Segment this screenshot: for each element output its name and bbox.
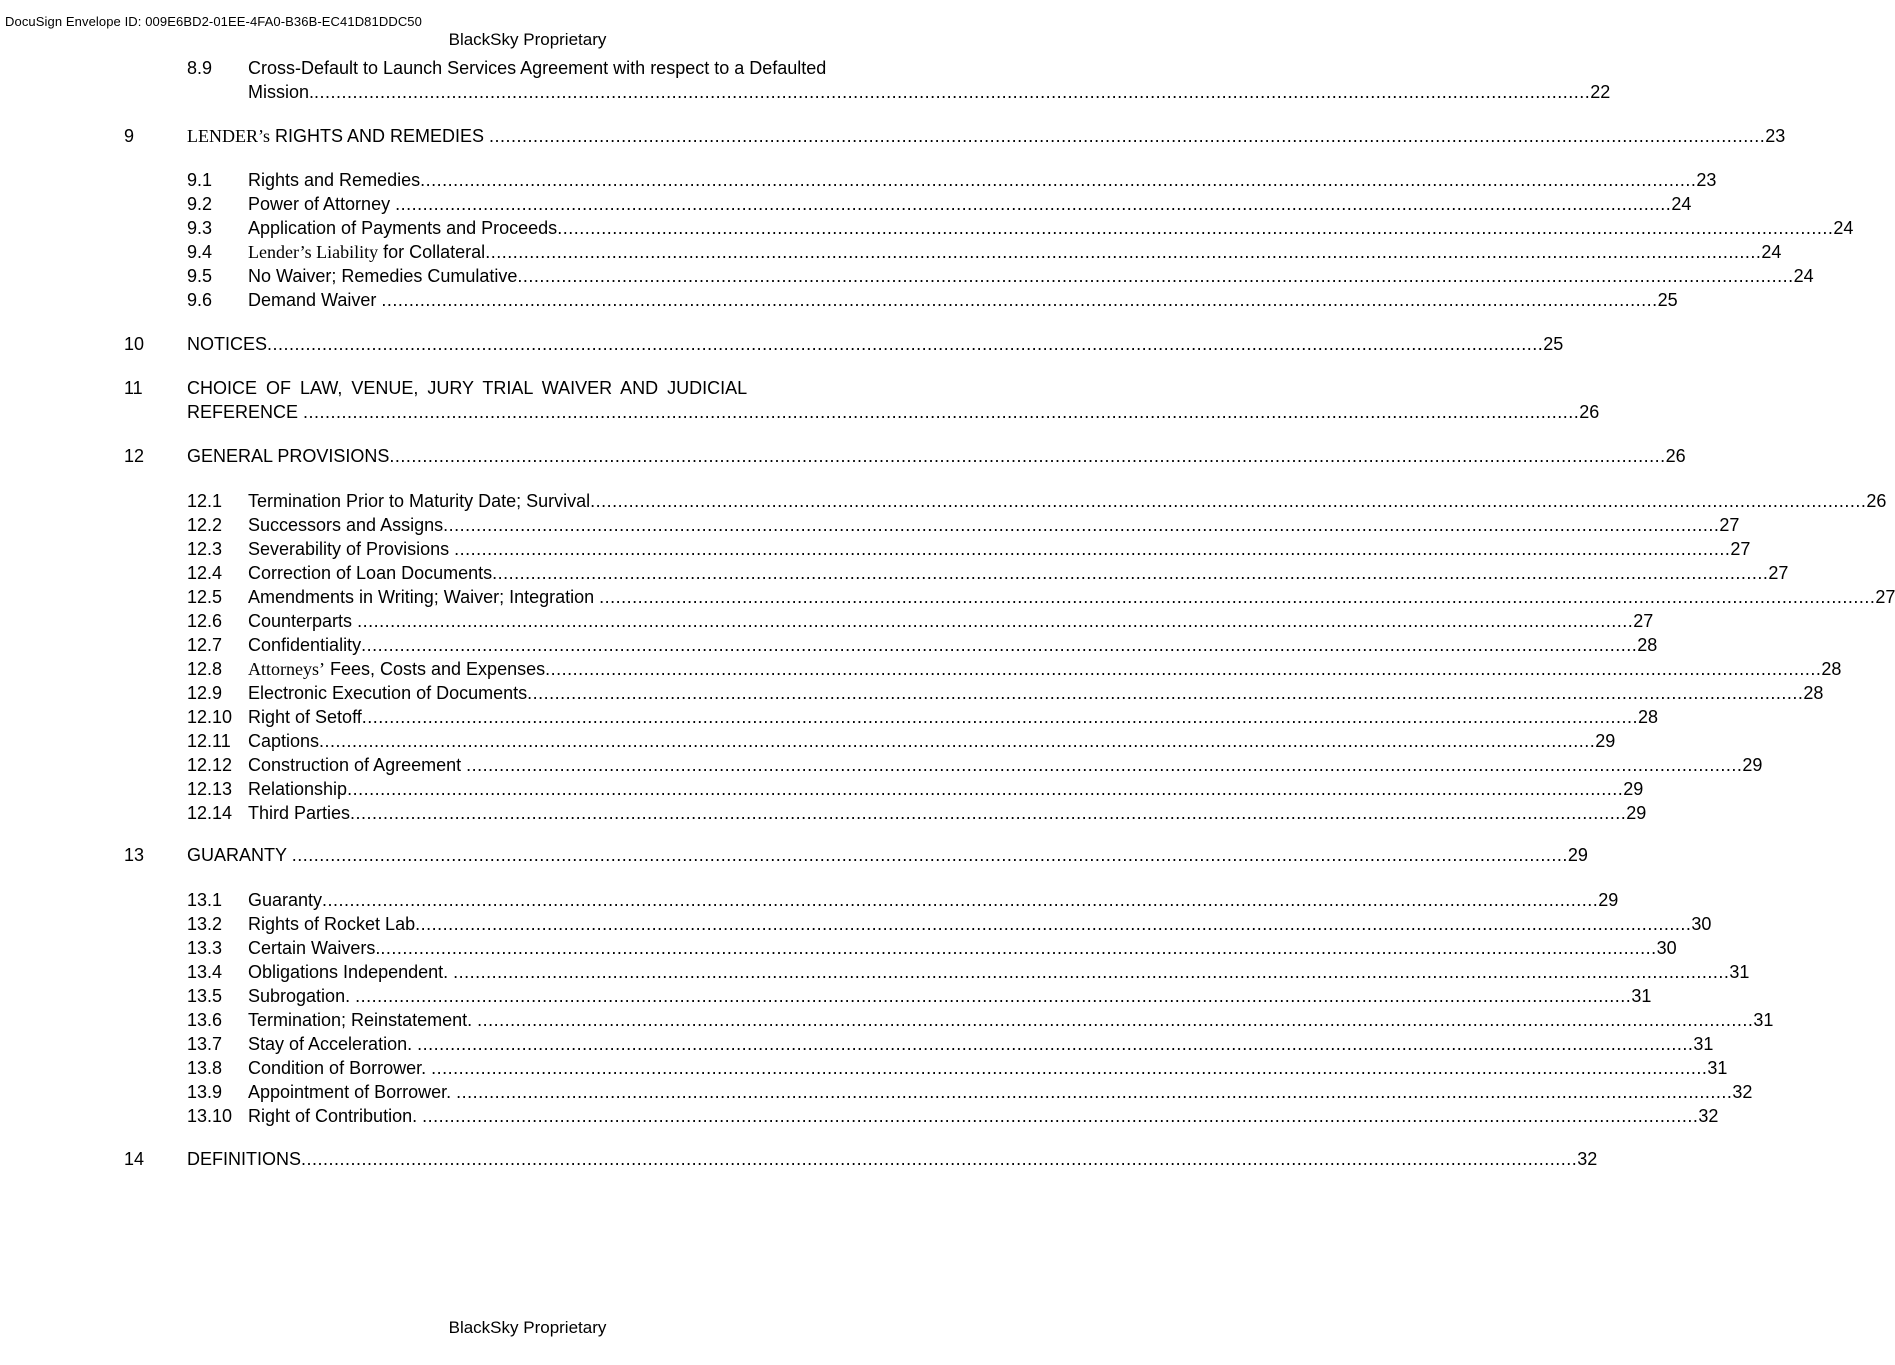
toc-title: NOTICES [187, 334, 268, 354]
toc-number: 8.9 [187, 58, 213, 78]
toc-title: Rights and Remedies [248, 170, 421, 190]
dot-leader: ........................................................................................................................................................................................................................................ [357, 611, 1634, 631]
toc-title: No Waiver; Remedies Cumulative [248, 266, 518, 286]
dot-leader: ........................................................................................................................................................................................................................................ [322, 890, 1599, 910]
toc-page-number: 26 [1665, 446, 1686, 466]
toc-page-number: 29 [1626, 803, 1647, 823]
toc-entry-12-12[interactable] [0, 753, 1763, 777]
toc-section-11[interactable] [0, 376, 1600, 424]
dot-leader: ........................................................................................................................................................................................................................................ [477, 1010, 1754, 1030]
toc-section-12[interactable] [0, 444, 1686, 468]
toc-title: Construction of Agreement [248, 755, 467, 775]
toc-page-number: 27 [1768, 563, 1789, 583]
toc-number: 13.8 [187, 1058, 223, 1078]
toc-number: 9.6 [187, 290, 213, 310]
toc-number: 12.2 [187, 515, 223, 535]
toc-number: 12.5 [187, 587, 223, 607]
dot-leader: ........................................................................................................................................................................................................................................ [314, 82, 1591, 102]
toc-entry-13-2[interactable] [0, 912, 1712, 936]
toc-number: 12.11 [187, 731, 231, 751]
dot-leader: ........................................................................................................................................................................................................................................ [381, 290, 1658, 310]
dot-leader: ........................................................................................................................................................................................................................................ [422, 1106, 1699, 1126]
toc-page-number: 32 [1577, 1149, 1598, 1169]
dot-leader: ........................................................................................................................................................................................................................................ [395, 194, 1672, 214]
toc-page-number: 30 [1691, 914, 1712, 934]
dot-leader: ........................................................................................................................................................................................................................................ [319, 731, 1596, 751]
toc-entry-12-8[interactable] [0, 657, 1842, 681]
toc-page-number: 30 [1656, 938, 1677, 958]
toc-number: 13.7 [187, 1034, 223, 1054]
toc-entry-12-13[interactable] [0, 777, 1644, 801]
toc-number: 13.9 [187, 1082, 223, 1102]
toc-number: 14 [124, 1149, 145, 1169]
toc-number: 13.2 [187, 914, 223, 934]
toc-number: 12.7 [187, 635, 223, 655]
toc-title: Termination Prior to Maturity Date; Survival [248, 491, 591, 511]
toc-number: 9.1 [187, 170, 213, 190]
toc-entry-12-10[interactable] [0, 705, 1659, 729]
toc-page-number: 31 [1693, 1034, 1714, 1054]
toc-entry-8-9[interactable] [0, 56, 1611, 104]
dot-leader: ........................................................................................................................................................................................................................................ [347, 779, 1624, 799]
dot-leader: ........................................................................................................................................................................................................................................ [389, 446, 1666, 466]
toc-number: 13.1 [187, 890, 223, 910]
toc-entry-9-2[interactable] [0, 192, 1692, 216]
toc-page-number: 29 [1623, 779, 1644, 799]
toc-section-9[interactable] [0, 124, 1786, 148]
docusign-envelope-id: DocuSign Envelope ID: 009E6BD2-01EE-4FA0-B36B-EC41D81DDC50 [5, 14, 422, 29]
dot-leader: ........................................................................................................................................................................................................................................ [415, 914, 1692, 934]
toc-entry-12-7[interactable] [0, 633, 1658, 657]
toc-entry-9-6[interactable] [0, 288, 1678, 312]
dot-leader: ........................................................................................................................................................................................................................................ [361, 707, 1638, 727]
toc-title: Right of Setoff [248, 707, 362, 727]
dot-leader: ........................................................................................................................................................................................................................................ [557, 218, 1834, 238]
toc-number: 13.3 [187, 938, 223, 958]
toc-title: Correction of Loan Documents [248, 563, 493, 583]
toc-title: Condition of Borrower. [248, 1058, 432, 1078]
toc-page-number: 29 [1595, 731, 1616, 751]
toc-page-number: 27 [1633, 611, 1654, 631]
toc-number: 12.14 [187, 803, 233, 823]
toc-number: 9.2 [187, 194, 213, 214]
toc-page-number: 29 [1742, 755, 1763, 775]
toc-entry-12-6[interactable] [0, 609, 1654, 633]
toc-page-number: 31 [1631, 986, 1652, 1006]
dot-leader: ........................................................................................................................................................................................................................................ [599, 587, 1876, 607]
toc-entry-13-1[interactable] [0, 888, 1619, 912]
toc-number: 12.3 [187, 539, 223, 559]
toc-page-number: 32 [1698, 1106, 1719, 1126]
dot-leader: ........................................................................................................................................................................................................................................ [303, 402, 1580, 422]
toc-section-10[interactable] [0, 332, 1564, 356]
dot-leader: ........................................................................................................................................................................................................................................ [443, 515, 1720, 535]
toc-page-number: 31 [1753, 1010, 1774, 1030]
toc-title: Counterparts [248, 611, 358, 631]
dot-leader: ........................................................................................................................................................................................................................................ [361, 635, 1638, 655]
dot-leader: ........................................................................................................................................................................................................................................ [431, 1058, 1708, 1078]
dot-leader: ........................................................................................................................................................................................................................................ [380, 938, 1657, 958]
toc-title: Application of Payments and Proceeds [248, 218, 558, 238]
toc-page-number: 27 [1875, 587, 1895, 607]
toc-entry-12-3[interactable] [0, 537, 1751, 561]
toc-page-number: 32 [1732, 1082, 1753, 1102]
toc-title: Relationship [248, 779, 348, 799]
dot-leader: ........................................................................................................................................................................................................................................ [590, 491, 1867, 511]
toc-entry-12-11[interactable] [0, 729, 1616, 753]
toc-number: 9.3 [187, 218, 213, 238]
toc-entry-12-9[interactable] [0, 681, 1824, 705]
toc-page-number: 27 [1730, 539, 1751, 559]
toc-entry-12-1[interactable] [0, 489, 1887, 513]
toc-title: Power of Attorney [248, 194, 396, 214]
toc-page-number: 24 [1833, 218, 1854, 238]
toc-number: 12.1 [187, 491, 223, 511]
page-header: BlackSky Proprietary [448, 30, 607, 49]
toc-number: 12.10 [187, 707, 233, 727]
toc-title: Termination; Reinstatement. [248, 1010, 478, 1030]
dot-leader: ........................................................................................................................................................................................................................................ [267, 334, 1544, 354]
dot-leader: ........................................................................................................................................................................................................................................ [301, 1149, 1578, 1169]
toc-section-14[interactable] [0, 1147, 1598, 1171]
dot-leader: ........................................................................................................................................................................................................................................ [545, 659, 1822, 679]
toc-number: 11 [124, 378, 143, 398]
toc-entry-13-10[interactable] [0, 1104, 1719, 1128]
toc-title-part: for Collateral [378, 242, 486, 262]
toc-page-number: 23 [1765, 126, 1786, 146]
toc-title: Electronic Execution of Documents [248, 683, 528, 703]
toc-entry-13-4[interactable] [0, 960, 1750, 984]
toc-title: Severability of Provisions [248, 539, 455, 559]
toc-number: 9.5 [187, 266, 213, 286]
toc-entry-12-2[interactable] [0, 513, 1740, 537]
toc-number: 10 [124, 334, 145, 354]
toc-entry-13-5[interactable] [0, 984, 1652, 1008]
toc-entry-13-8[interactable] [0, 1056, 1728, 1080]
toc-page-number: 25 [1657, 290, 1678, 310]
toc-page-number: 31 [1729, 962, 1750, 982]
dot-leader: ........................................................................................................................................................................................................................................ [454, 539, 1731, 559]
dot-leader: ........................................................................................................................................................................................................................................ [456, 1082, 1733, 1102]
toc-number: 12.12 [187, 755, 233, 775]
toc-entry-13-9[interactable] [0, 1080, 1753, 1104]
toc-title: GUARANTY [187, 845, 292, 865]
dot-leader: ........................................................................................................................................................................................................................................ [466, 755, 1743, 775]
toc-page-number: 24 [1793, 266, 1814, 286]
toc-section-13[interactable] [0, 843, 1588, 867]
toc-title: GENERAL PROVISIONS [187, 446, 390, 466]
toc-entry-9-5[interactable] [0, 264, 1814, 288]
toc-title: Guaranty [248, 890, 323, 910]
toc-page-number: 26 [1579, 402, 1600, 422]
dot-leader: ........................................................................................................................................................................................................................................ [485, 242, 1762, 262]
toc-entry-13-3[interactable] [0, 936, 1677, 960]
toc-page-number: 27 [1719, 515, 1740, 535]
toc-title: Subrogation. [248, 986, 356, 1006]
toc-number: 12.6 [187, 611, 223, 631]
toc-entry-9-1[interactable] [0, 168, 1717, 192]
toc-entry-9-3[interactable] [0, 216, 1854, 240]
dot-leader: ........................................................................................................................................................................................................................................ [420, 170, 1697, 190]
toc-number: 12.8 [187, 659, 223, 679]
page-footer: BlackSky Proprietary [448, 1318, 607, 1337]
toc-title-line2: Mission. [248, 82, 315, 102]
dot-leader: ........................................................................................................................................................................................................................................ [453, 962, 1730, 982]
toc-title-part: Lender’s Liability [248, 242, 379, 262]
toc-number: 13.10 [187, 1106, 233, 1126]
toc-number: 9.4 [187, 242, 213, 262]
toc-title-part: RIGHTS AND REMEDIES [270, 126, 490, 146]
toc-page-number: 28 [1637, 635, 1658, 655]
toc-number: 9 [124, 126, 135, 146]
toc-title: Right of Contribution. [248, 1106, 423, 1126]
toc-title-part: Fees, Costs and Expenses [324, 659, 546, 679]
toc-page-number: 28 [1803, 683, 1824, 703]
toc-title: Rights of Rocket Lab [248, 914, 416, 934]
toc-page-number: 24 [1761, 242, 1782, 262]
toc-title: DEFINITIONS [187, 1149, 302, 1169]
toc-entry-9-4[interactable] [0, 240, 1782, 264]
toc-title: Amendments in Writing; Waiver; Integration [248, 587, 600, 607]
dot-leader: ........................................................................................................................................................................................................................................ [527, 683, 1804, 703]
dot-leader: ........................................................................................................................................................................................................................................ [291, 845, 1568, 865]
dot-leader: ........................................................................................................................................................................................................................................ [350, 803, 1627, 823]
toc-title: Demand Waiver [248, 290, 382, 310]
toc-number: 12.4 [187, 563, 223, 583]
toc-page-number: 26 [1866, 491, 1887, 511]
toc-page-number: 29 [1567, 845, 1588, 865]
toc-number: 13 [124, 845, 145, 865]
toc-number: 13.4 [187, 962, 223, 982]
toc-page-number: 25 [1543, 334, 1564, 354]
dot-leader: ........................................................................................................................................................................................................................................ [417, 1034, 1694, 1054]
toc-number: 12.13 [187, 779, 233, 799]
toc-title-line2: REFERENCE [187, 402, 304, 422]
dot-leader: ........................................................................................................................................................................................................................................ [489, 126, 1766, 146]
dot-leader: ........................................................................................................................................................................................................................................ [492, 563, 1769, 583]
toc-title-line1: CHOICE OF LAW, VENUE, JURY TRIAL WAIVER AND JUDICIAL [187, 378, 748, 398]
toc-page-number: 28 [1821, 659, 1842, 679]
toc-page-number: 22 [1590, 82, 1611, 102]
toc-number: 13.6 [187, 1010, 223, 1030]
toc-page-number: 29 [1598, 890, 1619, 910]
toc-title: Captions [248, 731, 320, 751]
toc-title: Third Parties [248, 803, 351, 823]
toc-title: Certain Waivers. [248, 938, 381, 958]
toc-entry-12-5[interactable] [0, 585, 1895, 609]
toc-page-number: 23 [1696, 170, 1717, 190]
toc-page-number: 24 [1671, 194, 1692, 214]
toc-title-line1: Cross-Default to Launch Services Agreement with respect to a Defaulted [248, 58, 827, 78]
toc-number: 12.9 [187, 683, 223, 703]
toc-page-number: 31 [1707, 1058, 1728, 1078]
toc-title: Successors and Assigns [248, 515, 444, 535]
toc-title-part: LENDER’s [187, 126, 270, 146]
toc-page-number: 28 [1637, 707, 1659, 727]
toc-entry-12-4[interactable] [0, 561, 1789, 585]
dot-leader: ........................................................................................................................................................................................................................................ [517, 266, 1794, 286]
toc-number: 12 [124, 446, 145, 466]
toc-title: Stay of Acceleration. [248, 1034, 418, 1054]
toc-title: Obligations Independent. [248, 962, 454, 982]
toc-title: Appointment of Borrower. [248, 1082, 457, 1102]
toc-title-part: Attorneys’ [248, 659, 325, 679]
dot-leader: ........................................................................................................................................................................................................................................ [355, 986, 1632, 1006]
toc-entry-12-14[interactable] [0, 801, 1647, 825]
toc-entry-13-6[interactable] [0, 1008, 1774, 1032]
toc-number: 13.5 [187, 986, 223, 1006]
toc-entry-13-7[interactable] [0, 1032, 1714, 1056]
toc-title: Confidentiality [248, 635, 362, 655]
